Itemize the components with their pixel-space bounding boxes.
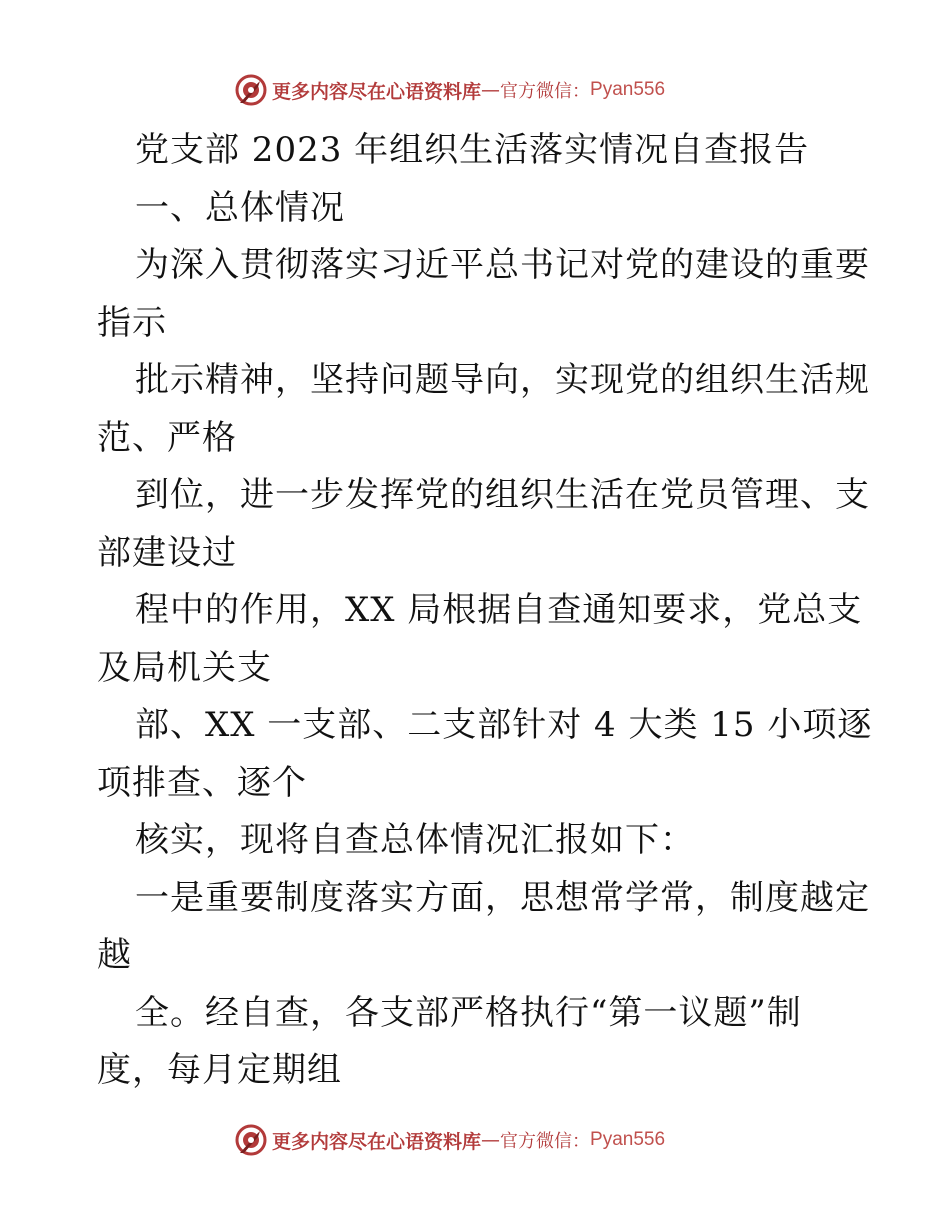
paragraph-line: 部建设过 [97, 532, 237, 573]
paragraph-line: 为深入贯彻落实习近平总书记对党的建设的重要 [135, 245, 870, 285]
section-heading: 一、总体情况 [135, 187, 345, 228]
document-title: 党支部 2023 年组织生活落实情况自查报告 [135, 130, 810, 170]
paragraph-line: 核实，现将自查总体情况汇报如下： [135, 820, 695, 860]
watermark-wechat-id: Pyan556 [590, 79, 666, 100]
paragraph-line: 越 [97, 935, 132, 975]
watermark-separator: — [481, 79, 501, 101]
paragraph-line: 一是重要制度落实方面，思想常学常，制度越定 [135, 877, 870, 918]
watermark-banner-bottom [234, 1122, 665, 1158]
paragraph-line: 范、严格 [97, 417, 237, 458]
paragraph-line: 程中的作用，XX 局根据自查通知要求，党总支 [135, 590, 863, 630]
paragraph-line: 部、XX 一支部、二支部针对 4 大类 15 小项逐 [135, 705, 873, 745]
watermark-label: 官方微信： [500, 1131, 591, 1152]
paragraph-line: 项排查、逐个 [97, 762, 307, 803]
paragraph-line: 及局机关支 [97, 647, 272, 688]
paragraph-line: 度，每月定期组 [97, 1050, 342, 1090]
paragraph-line: 批示精神，坚持问题导向，实现党的组织生活规 [135, 360, 870, 400]
watermark-main-text: 更多内容尽在心语资料库 [272, 80, 482, 103]
document-body [97, 122, 873, 1100]
pen-logo-icon [234, 1123, 268, 1157]
watermark-banner-top [234, 72, 665, 108]
pen-logo-icon [234, 73, 268, 107]
paragraph-line: 指示 [97, 302, 167, 343]
paragraph-line: 到位，进一步发挥党的组织生活在党员管理、支 [135, 475, 870, 515]
paragraph-line: 全。经自查，各支部严格执行“第一议题”制 [135, 992, 802, 1033]
watermark-main-text: 更多内容尽在心语资料库 [272, 1130, 482, 1153]
watermark-separator: — [481, 1129, 501, 1151]
watermark-label: 官方微信： [500, 81, 591, 102]
watermark-wechat-id: Pyan556 [590, 1129, 666, 1150]
